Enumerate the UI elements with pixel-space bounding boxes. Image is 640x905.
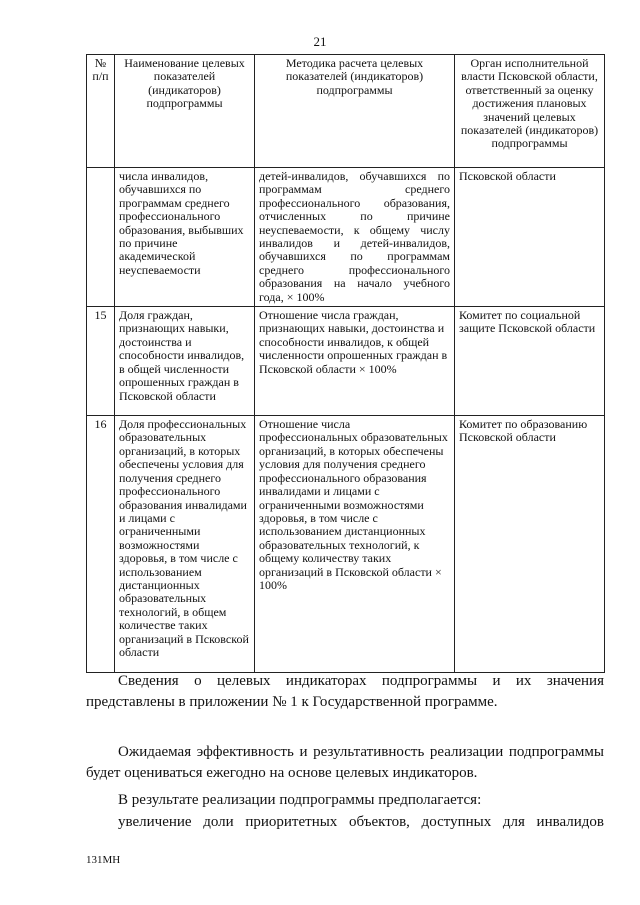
table-row [87, 168, 605, 307]
header-method: Методика расчета целевых показателей (индикаторов) подпрограммы [255, 55, 455, 168]
header-indicator-name: Наименование целевых показателей (индикаторов) подпрограммы [115, 55, 255, 168]
indicator-name-cell: числа инвалидов, обучавшихся по программам среднего профессионального образования, выбывших по причине академической неуспеваемости [115, 168, 255, 307]
footer-code: 131МН [86, 854, 121, 866]
paragraph-increase-share: увеличение доли приоритетных объектов, доступных для инвалидов [118, 814, 604, 830]
row-number: 15 [87, 307, 115, 416]
row-number: 16 [87, 416, 115, 673]
indicator-name-cell: Доля граждан, признающих навыки, достоинства и способности инвалидов, в общей численности опрошенных граждан в Псковской области [115, 307, 255, 416]
paragraph-indicators-info: Сведения о целевых индикаторах подпрограммы и их значения представлены в приложении № 1 к Государственной программе. [86, 673, 604, 710]
table-row [87, 416, 605, 673]
paragraph-expected-efficiency: Ожидаемая эффективность и результативность реализации подпрограммы будет оцениваться ежегодно на основе целевых индикаторов. [86, 744, 604, 781]
responsible-organ-cell: Псковской области [455, 168, 605, 307]
header-responsible-organ: Орган исполнительной власти Псковской области, ответственный за оценку достижения плановых значений целевых показателей (индикаторов) подпрограммы [455, 55, 605, 168]
page-number: 21 [313, 34, 327, 49]
method-cell: детей-инвалидов, обучавшихся по программам среднего профессионального образования, отчисленных по причине неуспеваемости, к общему числу инвалидов и детей-инвалидов, обучавшихся по программам среднего профессионального образования на начало учебного года, × 100% [255, 168, 455, 307]
table-header-row [87, 55, 605, 168]
indicators-table [86, 54, 605, 673]
indicator-name-cell: Доля профессиональных образовательных организаций, в которых обеспечены условия для получения среднего профессионального образования инвалидами и лицами с ограниченными возможностями здоровья, в том числе с использованием дистанционных образовательных технологий, в общем количестве таких организаций в Псковской области [115, 416, 255, 673]
table-row [87, 307, 605, 416]
method-cell: Отношение числа граждан, признающих навыки, достоинства и способности инвалидов, к общей численности опрошенных граждан в Псковской области × 100% [255, 307, 455, 416]
row-number [87, 168, 115, 307]
responsible-organ-cell: Комитет по социальной защите Псковской области [455, 307, 605, 416]
responsible-organ-cell: Комитет по образованию Псковской области [455, 416, 605, 673]
method-cell: Отношение числа профессиональных образовательных организаций, в которых обеспечены условия для получения среднего профессионального образования инвалидами и лицами с ограниченными возможностями здоровья, в том числе с использованием дистанционных образовательных технологий, к общему количеству таких организаций в Псковской области × 100% [255, 416, 455, 673]
header-number: № п/п [87, 55, 115, 168]
paragraph-expected-results: В результате реализации подпрограммы предполагается: [118, 792, 482, 808]
